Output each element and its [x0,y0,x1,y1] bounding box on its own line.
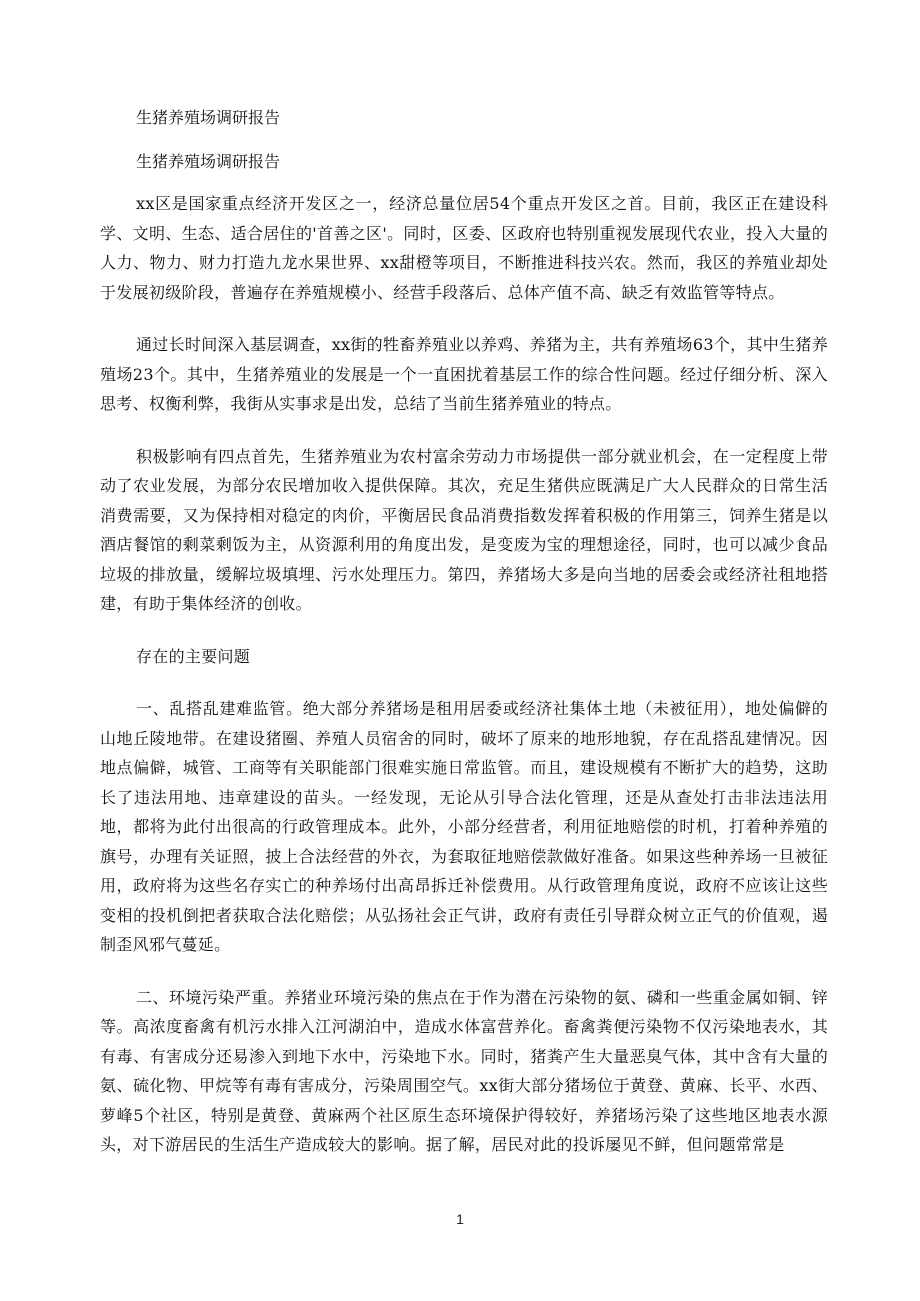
paragraph-positive-impacts: 积极影响有四点首先，生猪养殖业为农村富余劳动力市场提供一部分就业机会，在一定程度上带动了农业发展，为部分农民增加收入提供保障。其次，充足生猪供应既满足广大人民群众的日常生活消费需要，又为保持相对稳定的肉价，平衡居民食品消费指数发挥着积极的作用第三，饲养生猪是以酒店餐馆的剩菜剩饭为主，从资源利用的角度出发，是变废为宝的理想途径，同时，也可以减少食品垃圾的排放量，缓解垃圾填埋、污水处理压力。第四，养猪场大多是向当地的居委会或经济社租地搭建，有助于集体经济的创收。 [100,446,828,613]
paragraph-investigation: 通过长时间深入基层调查，xx街的牲畜养殖业以养鸡、养猪为主，共有养殖场63个，其中生猪养殖场23个。其中，生猪养殖业的发展是一个一直困扰着基层工作的综合性问题。经过仔细分析、深入思考、权衡利弊，我街从实事求是出发，总结了当前生猪养殖业的特点。 [100,335,828,413]
document-title: 生猪养殖场调研报告 [136,108,281,127]
section-heading-main-problems: 存在的主要问题 [136,646,251,666]
paragraph-problem-construction: 一、乱搭乱建难监管。绝大部分养猪场是租用居委或经济社集体土地（未被征用），地处偏僻的山地丘陵地带。在建设猪圈、养殖人员宿舍的同时，破坏了原来的地形地貌，存在乱搭乱建情况。因地点偏僻，城管、工商等有关职能部门很难实施日常监管。而且，建设规模有不断扩大的趋势，这助长了违法用地、违章建设的苗头。一经发现，无论从引导合法化管理，还是从查处打击非法违法用地，都将为此付出很高的行政管理成本。此外，小部分经营者，利用征地赔偿的时机，打着种养殖的旗号，办理有关证照，披上合法经营的外衣，为套取征地赔偿款做好准备。如果这些种养场一旦被征用，政府将为这些名存实亡的种养场付出高昂拆迁补偿费用。从行政管理角度说，政府不应该让这些变相的投机倒把者获取合法化赔偿；从弘扬社会正气讲，政府有责任引导群众树立正气的价值观，遏制歪风邪气蔓延。 [100,699,828,954]
document-body [100,101,828,1183]
paragraph-intro: xx区是国家重点经济开发区之一，经济总量位居54个重点开发区之首。目前，我区正在建设科学、文明、生态、适合居住的'首善之区'。同时，区委、区政府也特别重视发展现代农业，投入大量的人力、物力、财力打造九龙水果世界、xx甜橙等项目，不断推进科技兴农。然而，我区的养殖业却处于发展初级阶段，普遍存在养殖规模小、经营手段落后、总体产值不高、缺乏有效监管等特点。 [100,194,828,302]
document-subtitle: 生猪养殖场调研报告 [136,152,281,171]
paragraph-problem-pollution: 二、环境污染严重。养猪业环境污染的焦点在于作为潜在污染物的氨、磷和一些重金属如铜、锌等。高浓度畜禽有机污水排入江河湖泊中，造成水体富营养化。畜禽粪便污染物不仅污染地表水，其有毒、有害成分还易渗入到地下水中，污染地下水。同时，猪粪产生大量恶臭气体，其中含有大量的氨、硫化物、甲烷等有毒有害成分，污染周围空气。xx街大部分猪场位于黄登、黄麻、长平、水西、萝峰5个社区，特别是黄登、黄麻两个社区原生态环境保护得较好，养猪场污染了这些地区地表水源头，对下游居民的生活生产造成较大的影响。据了解，居民对此的投诉屡见不鲜，但问题常常是 [100,987,828,1154]
page-number: 1 [456,1211,464,1227]
